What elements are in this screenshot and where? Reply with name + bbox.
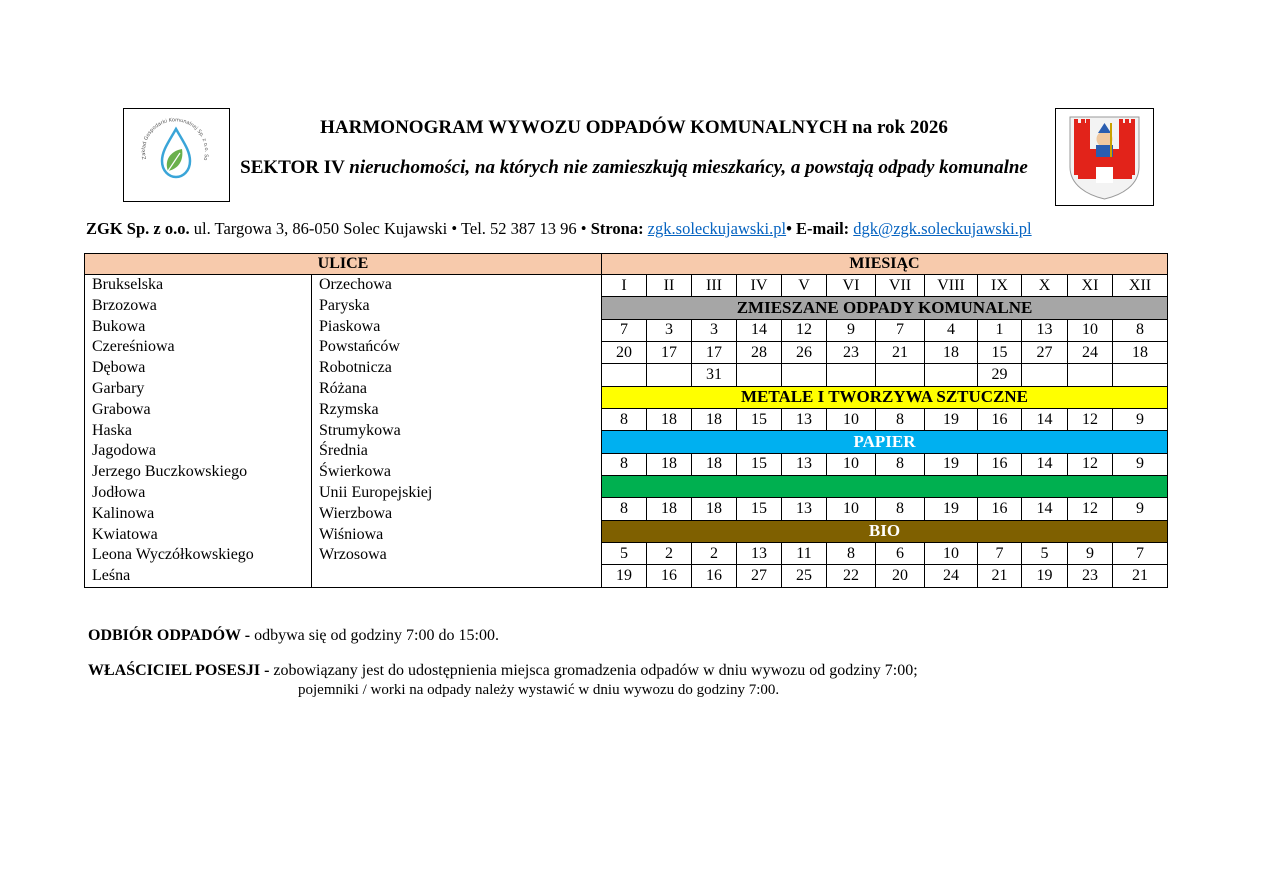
pickup-day-cell: 17 xyxy=(647,342,692,364)
pickup-day-cell: 20 xyxy=(602,342,647,364)
pickup-day-cell: 16 xyxy=(647,565,692,587)
pickup-day-cell xyxy=(602,364,647,386)
pickup-day-cell: 8 xyxy=(602,498,647,520)
pickup-day-cell: 25 xyxy=(782,565,827,587)
owner-label: WŁAŚCICIEL POSESJI - xyxy=(88,662,270,679)
pickup-day-cell: 7 xyxy=(978,543,1022,565)
coat-of-arms xyxy=(1055,108,1154,206)
month-label: IX xyxy=(978,275,1022,297)
street-name: Brukselska xyxy=(92,276,164,293)
pickup-day-cell: 8 xyxy=(876,409,925,431)
pickup-day-cell: 9 xyxy=(1113,453,1168,475)
table-row xyxy=(85,275,1168,297)
waste-type-metal: METALE I TWORZYWA SZTUCZNE xyxy=(602,386,1168,408)
pickup-day-cell: 8 xyxy=(876,498,925,520)
street-name: Wrzosowa xyxy=(319,546,387,564)
month-label: II xyxy=(647,275,692,297)
pickup-day-cell: 9 xyxy=(1113,409,1168,431)
street-name: Grabowa xyxy=(92,400,151,418)
pickup-day-cell: 21 xyxy=(978,565,1022,587)
pickup-day-cell: 17 xyxy=(692,342,737,364)
street-name: Bukowa xyxy=(92,317,146,335)
pickup-day-cell xyxy=(1113,364,1168,386)
pickup-day-cell: 22 xyxy=(827,565,876,587)
schedule-table xyxy=(84,253,1168,588)
company-name: ZGK Sp. z o.o. xyxy=(86,219,190,238)
pickup-day-cell: 10 xyxy=(827,498,876,520)
month-label: V xyxy=(782,275,827,297)
pickup-day-cell: 5 xyxy=(1022,543,1068,565)
pickup-day-cell: 13 xyxy=(737,543,782,565)
waste-type-mixed: ZMIESZANE ODPADY KOMUNALNE xyxy=(602,297,1168,319)
street-name: Paryska xyxy=(319,296,370,314)
pickup-day-cell xyxy=(1068,364,1113,386)
sector-subtitle xyxy=(232,154,1036,181)
email-link[interactable]: dgk@zgk.soleckujawski.pl xyxy=(853,219,1032,238)
pickup-day-cell: 15 xyxy=(737,498,782,520)
pickup-text: odbywa się od godziny 7:00 do 15:00. xyxy=(254,627,499,644)
pickup-day-cell: 7 xyxy=(1113,543,1168,565)
pickup-day-cell: 23 xyxy=(827,342,876,364)
pickup-day-cell: 14 xyxy=(1022,409,1068,431)
pickup-day-cell xyxy=(782,364,827,386)
pickup-day-cell: 12 xyxy=(1068,453,1113,475)
owner-note xyxy=(88,662,918,680)
pickup-day-cell: 13 xyxy=(782,409,827,431)
pickup-day-cell: 8 xyxy=(1113,319,1168,341)
pickup-day-cell: 27 xyxy=(737,565,782,587)
pickup-day-cell: 18 xyxy=(1113,342,1168,364)
pickup-label: ODBIÓR ODPADÓW - xyxy=(88,627,251,644)
street-name: Leona Wyczółkowskiego xyxy=(92,546,254,564)
pickup-day-cell: 9 xyxy=(1068,543,1113,565)
pickup-day-cell: 3 xyxy=(692,319,737,341)
pickup-day-cell: 31 xyxy=(692,364,737,386)
street-name: Wierzbowa xyxy=(319,504,393,522)
pickup-day-cell: 18 xyxy=(647,453,692,475)
street-name: Jodłowa xyxy=(92,483,146,501)
pickup-day-cell: 26 xyxy=(782,342,827,364)
street-name: Różana xyxy=(319,379,367,397)
pickup-day-cell: 1 xyxy=(978,319,1022,341)
pickup-day-cell: 15 xyxy=(737,409,782,431)
pickup-day-cell: 12 xyxy=(782,319,827,341)
pickup-day-cell: 16 xyxy=(978,453,1022,475)
month-label: VII xyxy=(876,275,925,297)
pickup-day-cell: 23 xyxy=(1068,565,1113,587)
street-name: Powstańców xyxy=(319,338,400,356)
company-address: ul. Targowa 3, 86-050 Solec Kujawski • Tel. 52 387 13 96 • xyxy=(193,219,587,238)
pickup-day-cell: 8 xyxy=(602,453,647,475)
month-label: X xyxy=(1022,275,1068,297)
month-label: I xyxy=(602,275,647,297)
table-header-row xyxy=(85,254,1168,275)
pickup-day-cell: 16 xyxy=(978,498,1022,520)
pickup-day-cell: 15 xyxy=(978,342,1022,364)
pickup-day-cell: 27 xyxy=(1022,342,1068,364)
street-name: Jagodowa xyxy=(92,442,156,460)
street-name: Jerzego Buczkowskiego xyxy=(92,463,248,481)
pickup-day-cell: 18 xyxy=(647,409,692,431)
pickup-hours-note xyxy=(88,627,499,645)
month-label: III xyxy=(692,275,737,297)
pickup-day-cell: 13 xyxy=(1022,319,1068,341)
pickup-day-cell: 8 xyxy=(602,409,647,431)
logo-ring-text: Zakład Gospodarki Komunalnej Sp. z o.o. So xyxy=(140,117,210,161)
pickup-day-cell: 10 xyxy=(827,453,876,475)
street-name: Garbary xyxy=(92,379,145,397)
streets-col-2 xyxy=(312,275,602,588)
pickup-day-cell: 2 xyxy=(692,543,737,565)
pickup-day-cell xyxy=(827,364,876,386)
company-logo xyxy=(123,108,230,202)
street-name: Strumykowa xyxy=(319,421,401,439)
pickup-day-cell: 18 xyxy=(692,409,737,431)
street-name: Leśna xyxy=(92,567,131,585)
street-name: Haska xyxy=(92,421,132,439)
street-name: Świerkowa xyxy=(319,463,391,481)
pickup-day-cell: 6 xyxy=(876,543,925,565)
pickup-day-cell: 9 xyxy=(827,319,876,341)
months-header: MIESIĄC xyxy=(602,254,1168,275)
street-name: Piaskowa xyxy=(319,317,381,335)
pickup-day-cell: 13 xyxy=(782,453,827,475)
owner-text: zobowiązany jest do udostępnienia miejsca gromadzenia odpadów w dniu wywozu od godziny 7:00; xyxy=(273,662,918,679)
pickup-day-cell: 7 xyxy=(876,319,925,341)
street-name: Brzozowa xyxy=(92,296,157,314)
streets-col-1 xyxy=(85,275,312,588)
pickup-day-cell: 19 xyxy=(602,565,647,587)
pickup-day-cell: 3 xyxy=(647,319,692,341)
pickup-day-cell: 12 xyxy=(1068,409,1113,431)
pickup-day-cell xyxy=(647,364,692,386)
pickup-day-cell: 8 xyxy=(827,543,876,565)
street-name: Kwiatowa xyxy=(92,525,158,543)
pickup-day-cell: 16 xyxy=(978,409,1022,431)
pickup-day-cell xyxy=(925,364,978,386)
street-name: Czereśniowa xyxy=(92,338,175,356)
pickup-day-cell: 13 xyxy=(782,498,827,520)
pickup-day-cell: 19 xyxy=(1022,565,1068,587)
sector-description: nieruchomości, na których nie zamieszkują mieszkańcy, a powstają odpady komunalne xyxy=(349,157,1028,178)
street-name: Średnia xyxy=(319,442,368,460)
pickup-day-cell: 20 xyxy=(876,565,925,587)
leaf-drop-logo-icon xyxy=(124,109,229,201)
waste-type-paper: PAPIER xyxy=(602,431,1168,453)
waste-type-glass xyxy=(602,476,1168,498)
pickup-day-cell: 11 xyxy=(782,543,827,565)
website-label: Strona: xyxy=(590,219,644,238)
pickup-day-cell: 10 xyxy=(1068,319,1113,341)
contact-line xyxy=(86,219,1032,239)
month-label: VIII xyxy=(925,275,978,297)
pickup-day-cell: 2 xyxy=(647,543,692,565)
month-label: XI xyxy=(1068,275,1113,297)
owner-note-line2: pojemniki / worki na odpady należy wystawić w dniu wywozu do godziny 7:00. xyxy=(298,682,780,698)
email-label: • E-mail: xyxy=(786,219,850,238)
pickup-day-cell: 19 xyxy=(925,498,978,520)
street-name: Unii Europejskiej xyxy=(319,483,433,501)
pickup-day-cell: 4 xyxy=(925,319,978,341)
street-name: Robotnicza xyxy=(319,359,392,377)
pickup-day-cell: 21 xyxy=(1113,565,1168,587)
streets-header: ULICE xyxy=(85,254,602,275)
pickup-day-cell xyxy=(1022,364,1068,386)
month-label: XII xyxy=(1113,275,1168,297)
sector-label: SEKTOR IV xyxy=(240,157,345,178)
street-name: Kalinowa xyxy=(92,504,155,522)
pickup-day-cell: 10 xyxy=(827,409,876,431)
pickup-day-cell: 19 xyxy=(925,409,978,431)
pickup-day-cell: 24 xyxy=(925,565,978,587)
pickup-day-cell: 29 xyxy=(978,364,1022,386)
pickup-day-cell: 21 xyxy=(876,342,925,364)
pickup-day-cell: 18 xyxy=(925,342,978,364)
pickup-day-cell: 8 xyxy=(876,453,925,475)
pickup-day-cell: 24 xyxy=(1068,342,1113,364)
page-title: HARMONOGRAM WYWOZU ODPADÓW KOMUNALNYCH na rok 2026 xyxy=(320,117,948,138)
pickup-day-cell: 14 xyxy=(1022,453,1068,475)
month-label: VI xyxy=(827,275,876,297)
street-name: Orzechowa xyxy=(319,276,392,293)
street-name: Dębowa xyxy=(92,359,146,377)
pickup-day-cell: 16 xyxy=(692,565,737,587)
pickup-day-cell: 19 xyxy=(925,453,978,475)
street-name: Wiśniowa xyxy=(319,525,384,543)
month-label: IV xyxy=(737,275,782,297)
pickup-day-cell: 14 xyxy=(737,319,782,341)
waste-type-bio: BIO xyxy=(602,520,1168,542)
pickup-day-cell: 15 xyxy=(737,453,782,475)
pickup-day-cell: 12 xyxy=(1068,498,1113,520)
pickup-day-cell: 5 xyxy=(602,543,647,565)
pickup-day-cell: 14 xyxy=(1022,498,1068,520)
pickup-day-cell xyxy=(876,364,925,386)
pickup-day-cell: 18 xyxy=(692,453,737,475)
coat-of-arms-icon xyxy=(1056,109,1153,205)
svg-text:Zakład Gospodarki Komunalnej S xyxy=(124,109,209,161)
street-name: Rzymska xyxy=(319,400,379,418)
pickup-day-cell xyxy=(737,364,782,386)
pickup-day-cell: 7 xyxy=(602,319,647,341)
pickup-day-cell: 18 xyxy=(692,498,737,520)
pickup-day-cell: 9 xyxy=(1113,498,1168,520)
pickup-day-cell: 10 xyxy=(925,543,978,565)
pickup-day-cell: 28 xyxy=(737,342,782,364)
pickup-day-cell: 18 xyxy=(647,498,692,520)
website-link[interactable]: zgk.soleckujawski.pl xyxy=(647,219,787,238)
